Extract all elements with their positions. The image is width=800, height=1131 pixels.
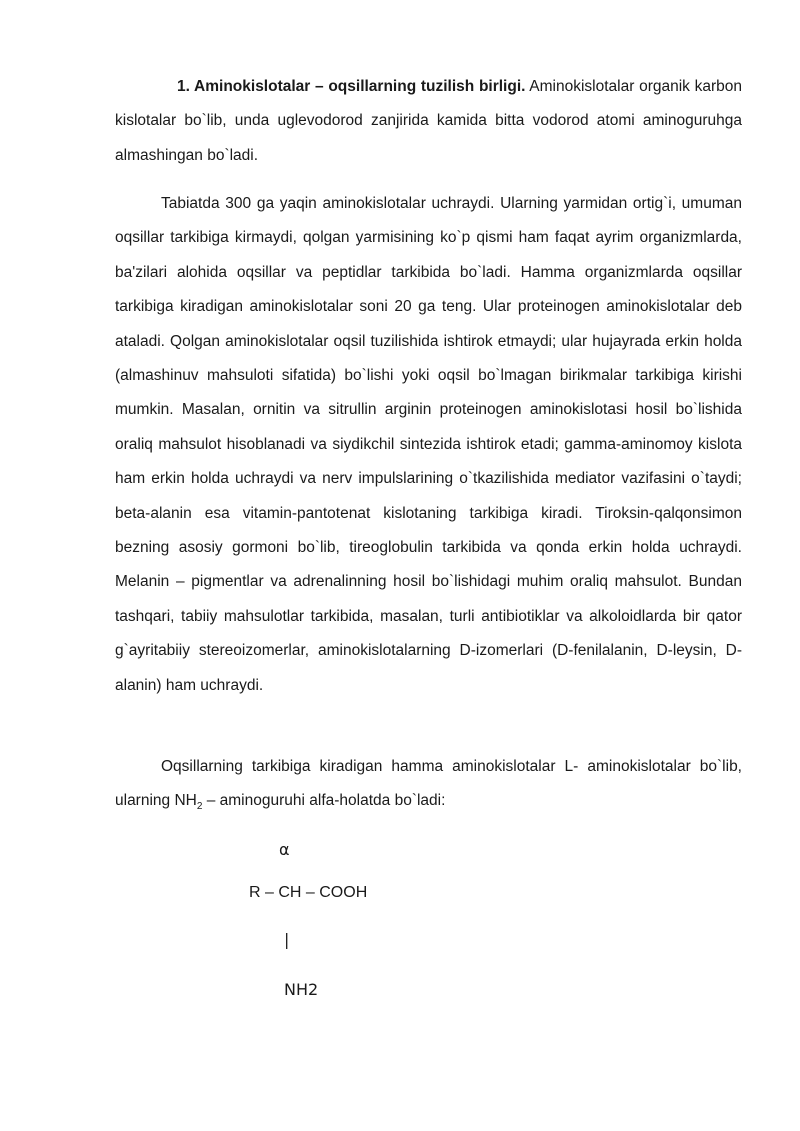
intro-text: Aminokislotalar organik karbon kislotalar bo`lib, unda uglevodorod zanjirida kamida bitta vodorod atomi aminoguruhga almashingan bo`ladi. bbox=[115, 78, 743, 164]
p3-text-after: – aminoguruhi alfa-holatda bo`ladi: bbox=[202, 792, 446, 810]
formula-amino-group: NH2 bbox=[284, 980, 319, 999]
paragraph-intro bbox=[115, 70, 742, 173]
paragraph-body: Tabiatda 300 ga yaqin aminokislotalar uchraydi. Ularning yarmidan ortig`i, umuman oqsillar tarkibiga kirmaydi, qolgan yarmisining ko`p qismi ham faqat ayrim organizmlarda, ba'zilari alohida oqsillar va peptidlar tarkibida bo`ladi. Hamma organizmlarda oqsillar tarkibiga kiradigan aminokislotalar soni 20 ga teng. Ular proteinogen aminokislotalar deb ataladi. Qolgan aminokislotalar oqsil tuzilishida ishtirok etmaydi; ular hujayrada erkin holda (almashinuv mahsuloti sifatida) bo`lishi yoki oqsil bo`lmagan birikmalar tarkibiga kirishi mumkin. Masalan, ornitin va sitrullin arginin proteinogen aminokislotasi hosil bo`lishida oraliq mahsulot hisoblanadi va siydikchil sintezida ishtirok etadi; gamma-aminomoy kislota ham erkin holda uchraydi va nerv impulslarining o`tkazilishida mediator vazifasini o`taydi; beta-alanin esa vitamin-pantotenat kislotaning tarkibiga kiradi. Tiroksin-qalqonsimon bezning asosiy gormoni bo`lib, tireoglobulin tarkibida va qonda erkin holda uchraydi. Melanin – pigmentlar va adrenalinning hosil bo`lishidagi muhim oraliq mahsulot. Bundan tashqari, tabiiy mahsulotlar tarkibida, masalan, turli antibiotiklar va alkoloidlarda bir qator g`ayritabiiy stereoizomerlar, aminokislotalarning D-izomerlari (D-fenilalanin, D-leysin, D-alanin) ham uchraydi. bbox=[115, 195, 742, 694]
section-heading: 1. Aminokislotalar – oqsillarning tuzilish birligi. bbox=[177, 78, 526, 95]
paragraph-l-aminoacids bbox=[115, 750, 742, 819]
p3-text-before: Oqsillarning tarkibiga kiradigan hamma aminokislotalar L- aminokislotalar bo`lib, ularning NH bbox=[115, 758, 742, 810]
p3-subscript: 2 bbox=[196, 801, 203, 813]
formula-alpha-label: α bbox=[279, 840, 290, 859]
formula-main-chain: R – CH – COOH bbox=[249, 884, 368, 901]
formula-bond-line: | bbox=[284, 930, 290, 949]
